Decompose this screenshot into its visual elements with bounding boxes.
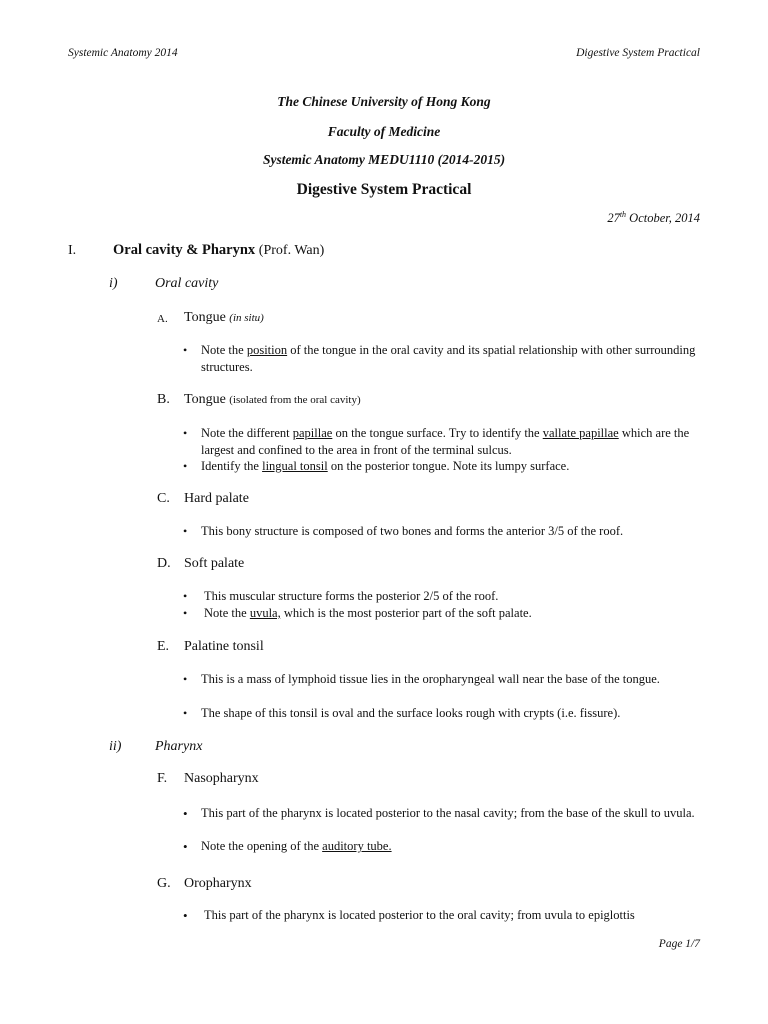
- bullet-text-a1: Note the position of the tongue in the oral cavity and its spatial relationship with other surrounding structures.: [201, 343, 696, 374]
- subsection-title-1: Oral cavity: [155, 276, 219, 291]
- bullet: •: [183, 839, 188, 854]
- subsection-title-2: Pharynx: [155, 739, 203, 754]
- item-letter-b: B.: [157, 392, 170, 407]
- item-letter-e: E.: [157, 639, 170, 654]
- page-number: Page 1/7: [658, 938, 700, 950]
- document-date: 27th October, 2014: [607, 209, 700, 225]
- bullet: •: [183, 426, 188, 440]
- bullet-text-d1: This muscular structure forms the posterior 2/5 of the roof.: [204, 589, 499, 603]
- item-title-b: Tongue (isolated from the oral cavity): [184, 392, 361, 407]
- practical-title: Digestive System Practical: [296, 181, 472, 198]
- item-title-f: Nasopharynx: [184, 771, 259, 786]
- bullet-text-c1: This bony structure is composed of two bones and forms the anterior 3/5 of the roof.: [201, 524, 624, 538]
- bullet-text-f2: Note the opening of the auditory tube.: [201, 839, 392, 853]
- item-letter-f: F.: [157, 771, 168, 786]
- bullet-text-d2: Note the uvula, which is the most posterior part of the soft palate.: [204, 606, 532, 620]
- bullet-text-b2: Identify the lingual tonsil on the posterior tongue. Note its lumpy surface.: [201, 459, 570, 473]
- bullet: •: [183, 459, 188, 473]
- bullet-text-e2: The shape of this tonsil is oval and the surface looks rough with crypts (i.e. fissure).: [201, 706, 621, 720]
- bullet: •: [183, 343, 188, 357]
- bullet-text-e1: This is a mass of lymphoid tissue lies in the oropharyngeal wall near the base of the tongue.: [201, 672, 660, 686]
- bullet: •: [183, 806, 188, 821]
- bullet: •: [183, 672, 188, 686]
- bullet: •: [183, 908, 188, 923]
- item-title-d: Soft palate: [184, 556, 245, 571]
- subsection-number-2: ii): [109, 739, 122, 754]
- bullet-text-b1: Note the different papillae on the tongue surface. Try to identify the vallate papillae which are the largest and confined to the area in front of the terminal sulcus.: [201, 426, 690, 457]
- header-right: Digestive System Practical: [576, 47, 700, 59]
- bullet-text-f1: This part of the pharynx is located posterior to the nasal cavity; from the base of the skull to uvula.: [201, 806, 695, 820]
- item-letter-g: G.: [157, 876, 171, 891]
- faculty-title: Faculty of Medicine: [327, 124, 441, 139]
- item-letter-d: D.: [157, 556, 171, 571]
- item-title-g: Oropharynx: [184, 876, 252, 891]
- item-letter-c: C.: [157, 491, 170, 506]
- bullet: •: [183, 706, 188, 720]
- item-title-a: Tongue (in situ): [184, 310, 264, 325]
- item-title-e: Palatine tonsil: [184, 639, 264, 654]
- header-left: Systemic Anatomy 2014: [68, 47, 178, 59]
- university-title: The Chinese University of Hong Kong: [277, 94, 491, 109]
- course-title: Systemic Anatomy MEDU1110 (2014-2015): [262, 152, 506, 167]
- bullet: •: [183, 589, 188, 603]
- section-number: I.: [68, 243, 77, 258]
- item-letter-a: A.: [157, 313, 168, 325]
- bullet: •: [183, 606, 188, 620]
- bullet: •: [183, 524, 188, 538]
- bullet-text-g1: This part of the pharynx is located posterior to the oral cavity; from uvula to epiglottis: [204, 908, 635, 922]
- item-title-c: Hard palate: [184, 491, 249, 506]
- subsection-number-1: i): [109, 276, 118, 291]
- section-title: Oral cavity & Pharynx (Prof. Wan): [113, 242, 325, 258]
